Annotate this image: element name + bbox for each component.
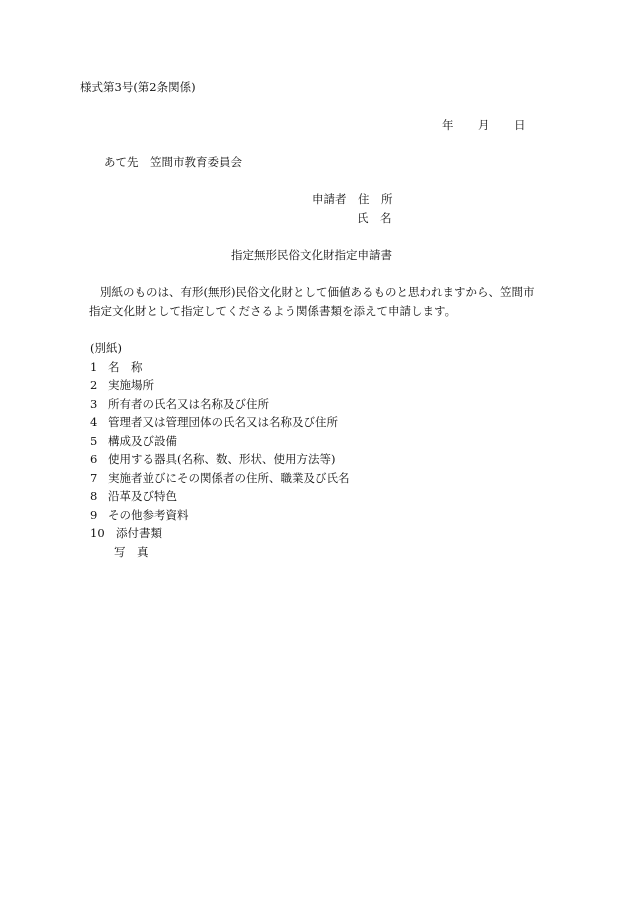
list-item xyxy=(90,417,338,429)
list-item xyxy=(90,380,154,392)
list-item xyxy=(90,473,350,485)
attachment-sub-item: 写 真 xyxy=(114,545,149,559)
list-item-number: 3 xyxy=(90,397,98,411)
date-line xyxy=(442,120,526,132)
body-text-line-1: 別紙のものは、有形(無形)民俗文化財として価値あるものと思われますから、笠間市 xyxy=(100,285,535,299)
addressee: あて先 笠間市教育委員会 xyxy=(104,155,242,169)
list-item xyxy=(90,399,269,411)
list-item xyxy=(90,436,177,448)
list-item xyxy=(90,491,177,503)
list-item-text: 実施者並びにその関係者の住所、職業及び氏名 xyxy=(108,471,350,485)
list-item-number: 8 xyxy=(90,489,98,503)
list-item xyxy=(90,528,162,540)
date-year-label: 年 xyxy=(442,118,454,132)
list-item-number: 7 xyxy=(90,471,98,485)
applicant-name-label: 氏 名 xyxy=(357,211,392,225)
list-item-number: 9 xyxy=(90,508,98,522)
list-item-text: 構成及び設備 xyxy=(108,434,177,448)
list-item-text: 管理者又は管理団体の氏名又は名称及び住所 xyxy=(108,415,338,429)
date-day-label: 日 xyxy=(514,118,526,132)
date-month-label: 月 xyxy=(478,118,490,132)
form-number: 様式第3号(第2条関係) xyxy=(80,80,196,94)
applicant-address-label: 申請者 住 所 xyxy=(312,192,393,206)
list-item-number: 2 xyxy=(90,378,98,392)
document-title: 指定無形民俗文化財指定申請書 xyxy=(231,248,392,262)
appendix-heading: (別紙) xyxy=(90,341,122,355)
list-item-number: 1 xyxy=(90,360,98,374)
list-item-text: 所有者の氏名又は名称及び住所 xyxy=(108,397,269,411)
list-item-text: 使用する器具(名称、数、形状、使用方法等) xyxy=(108,452,336,466)
list-item xyxy=(90,454,335,466)
list-item xyxy=(90,510,189,522)
list-item-text: その他参考資料 xyxy=(108,508,189,522)
list-item-number: 6 xyxy=(90,452,98,466)
list-item-text: 名 称 xyxy=(108,360,143,374)
list-item-text: 実施場所 xyxy=(108,378,154,392)
list-item-number: 10 xyxy=(90,526,105,540)
body-text-line-2: 指定文化財として指定してくださるよう関係書類を添えて申請します。 xyxy=(89,304,457,318)
list-item xyxy=(90,362,143,374)
list-item-text: 沿革及び特色 xyxy=(108,489,177,503)
list-item-number: 5 xyxy=(90,434,98,448)
list-item-number: 4 xyxy=(90,415,98,429)
list-item-text: 添付書類 xyxy=(116,526,162,540)
